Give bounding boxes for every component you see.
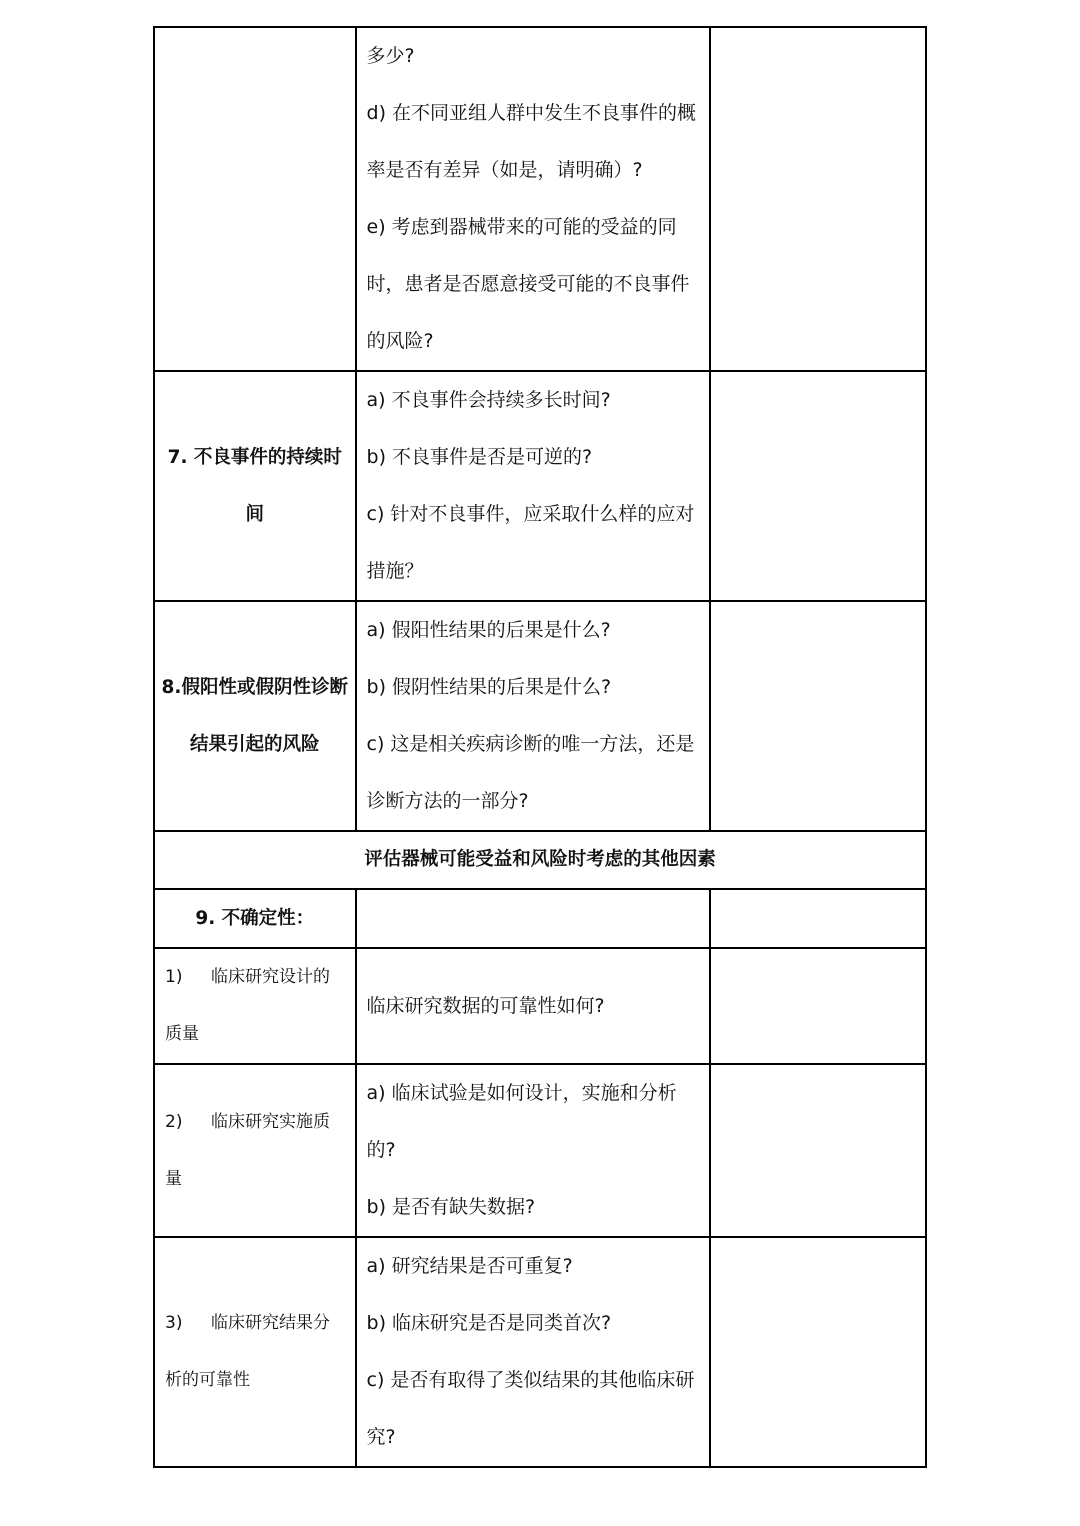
question-line: b) 不良事件是否是可逆的? bbox=[366, 446, 593, 468]
table-row-sub-3 bbox=[154, 1237, 926, 1467]
benefit-risk-table bbox=[153, 26, 927, 1468]
notes-cell bbox=[710, 1064, 926, 1237]
section-header-row bbox=[154, 831, 926, 889]
table-row-continued bbox=[154, 27, 926, 371]
table-row-false-results bbox=[154, 601, 926, 831]
table-row-sub-2 bbox=[154, 1064, 926, 1237]
question-line: 临床研究数据的可靠性如何? bbox=[366, 994, 605, 1017]
question-line: b) 是否有缺失数据? bbox=[366, 1196, 536, 1218]
row-label: 7. 不良事件的持续时间 bbox=[154, 371, 356, 601]
sub-label: 临床研究设计的质量 bbox=[165, 967, 330, 1044]
notes-cell bbox=[710, 948, 926, 1064]
sub-label: 临床研究结果分析的可靠性 bbox=[165, 1313, 330, 1390]
question-line: a) 临床试验是如何设计，实施和分析的? bbox=[366, 1082, 677, 1161]
row-label: 9. 不确定性： bbox=[154, 889, 356, 948]
notes-cell bbox=[710, 601, 926, 831]
question-cell bbox=[356, 601, 711, 831]
notes-cell bbox=[710, 27, 926, 371]
question-cell bbox=[356, 889, 711, 948]
table-row-sub-1 bbox=[154, 948, 926, 1064]
sub-number: 1) bbox=[165, 967, 183, 987]
question-cell bbox=[356, 27, 711, 371]
sub-number: 3) bbox=[165, 1313, 183, 1333]
question-cell bbox=[356, 371, 711, 601]
section-title: 评估器械可能受益和风险时考虑的其他因素 bbox=[154, 831, 926, 889]
question-line: e) 考虑到器械带来的可能的受益的同时，患者是否愿意接受可能的不良事件的风险? bbox=[366, 216, 690, 352]
sub-label-cell bbox=[154, 948, 356, 1064]
question-line: a) 假阳性结果的后果是什么? bbox=[366, 619, 611, 641]
notes-cell bbox=[710, 371, 926, 601]
label-cell-empty bbox=[154, 27, 356, 371]
question-line: c) 这是相关疾病诊断的唯一方法，还是诊断方法的一部分? bbox=[366, 733, 695, 812]
question-cell bbox=[356, 948, 711, 1064]
question-line: a) 研究结果是否可重复? bbox=[366, 1255, 573, 1277]
notes-cell bbox=[710, 889, 926, 948]
question-line: 多少? bbox=[366, 45, 415, 67]
question-line: d) 在不同亚组人群中发生不良事件的概率是否有差异（如是，请明确）? bbox=[366, 102, 697, 181]
notes-cell bbox=[710, 1237, 926, 1467]
question-cell bbox=[356, 1064, 711, 1237]
sub-label-cell bbox=[154, 1237, 356, 1467]
table-row-uncertainty bbox=[154, 889, 926, 948]
question-line: b) 临床研究是否是同类首次? bbox=[366, 1312, 612, 1334]
question-cell bbox=[356, 1237, 711, 1467]
question-line: a) 不良事件会持续多长时间? bbox=[366, 389, 611, 411]
sub-number: 2) bbox=[165, 1111, 183, 1132]
sub-label-cell bbox=[154, 1064, 356, 1237]
table-row-adverse-duration bbox=[154, 371, 926, 601]
sub-label: 临床研究实施质量 bbox=[165, 1111, 330, 1189]
question-line: c) 是否有取得了类似结果的其他临床研究? bbox=[366, 1369, 695, 1448]
row-label: 8.假阳性或假阴性诊断结果引起的风险 bbox=[154, 601, 356, 831]
question-line: c) 针对不良事件，应采取什么样的应对措施？ bbox=[366, 503, 695, 582]
question-line: b) 假阴性结果的后果是什么? bbox=[366, 676, 612, 698]
